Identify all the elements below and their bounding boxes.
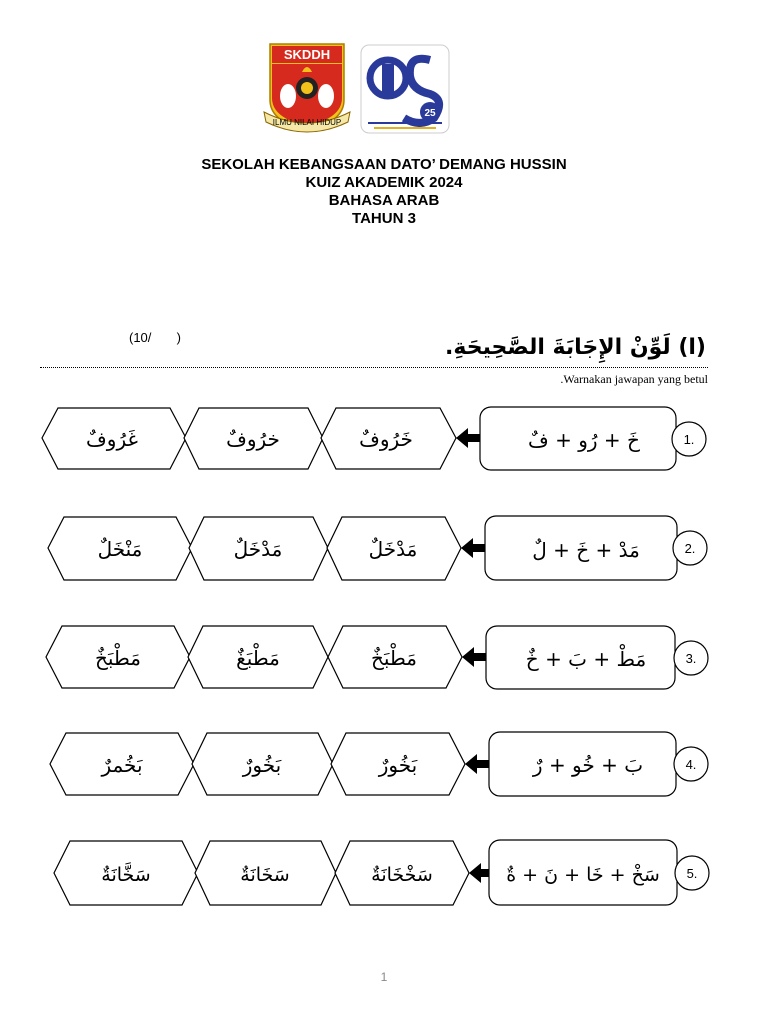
- answer-option-2-text: بَخُورٌ: [242, 753, 282, 777]
- school-name: SEKOLAH KEBANGSAAN DATO’ DEMANG HUSSIN: [201, 156, 567, 173]
- question-row: [54, 840, 709, 905]
- syllables-text: خَ + رُو + فٌ: [528, 428, 640, 452]
- arrow-icon: [469, 863, 489, 883]
- question-row: [42, 407, 706, 470]
- answer-option-1-text: خَرُوفٌ: [359, 427, 413, 451]
- syllables-text: مَدْ + خَ + لٌ: [532, 538, 640, 562]
- arrow-icon: [456, 428, 480, 448]
- year-title: TAHUN 3: [352, 210, 416, 227]
- subject-title: BAHASA ARAB: [328, 192, 440, 209]
- svg-text:25: 25: [424, 108, 436, 119]
- answer-option-2-text: خرُوفٌ: [226, 427, 280, 451]
- answer-option-2-text: سَخَانَةٌ: [240, 864, 290, 886]
- question-number: 3.: [685, 651, 697, 666]
- answer-option-1-text: سَخْخَانَةٌ: [371, 864, 433, 886]
- question-number: 5.: [686, 866, 698, 881]
- answer-option-3-text: بَخُمرٌ: [101, 753, 143, 777]
- question-number: 1.: [683, 432, 695, 447]
- question-row: [46, 626, 708, 689]
- answer-option-2-text: مَطْبَغٌ: [236, 646, 280, 670]
- syllables-text: بَ + خُو + رٌ: [532, 753, 644, 777]
- answer-option-3-text: سَخَّانَةٌ: [101, 864, 151, 886]
- question-number: 4.: [685, 757, 697, 772]
- arrow-icon: [461, 538, 485, 558]
- quiz-title: KUIZ AKADEMIK 2024: [305, 174, 463, 191]
- syllables-text: مَطْ + بَ + خٌ: [525, 647, 647, 671]
- question-row: [48, 516, 707, 580]
- arrow-icon: [462, 647, 486, 667]
- answer-option-2-text: مَدْخَلٌ: [233, 537, 283, 561]
- answer-option-3-text: مَطْبَخٌ: [94, 646, 142, 670]
- answer-option-1-text: مَطْبَخٌ: [370, 646, 418, 670]
- question-row: [50, 732, 708, 796]
- score-box: (10/ ): [129, 330, 182, 345]
- svg-text:ILMU NILAI HIDUP: ILMU NILAI HIDUP: [272, 118, 342, 127]
- instruction-arabic: (ا) لَوِّنْ الإِجَابَةَ الصَّحِيحَةِ.: [445, 335, 706, 360]
- answer-option-1-text: بَخُورٌ: [378, 753, 418, 777]
- svg-text:SKDDH: SKDDH: [283, 47, 331, 62]
- question-number: 2.: [684, 541, 696, 556]
- answer-option-3-text: مَنْخَلٌ: [97, 537, 143, 561]
- answer-option-1-text: مَدْخَلٌ: [368, 537, 418, 561]
- arrow-icon: [465, 754, 489, 774]
- page-number: 1: [380, 970, 388, 984]
- answer-option-3-text: غَرُوفٌ: [86, 427, 138, 451]
- instruction-malay: .Warnakan jawapan yang betul: [560, 372, 708, 386]
- syllables-text: سَخْ + خَا + نَ + ةٌ: [506, 864, 660, 886]
